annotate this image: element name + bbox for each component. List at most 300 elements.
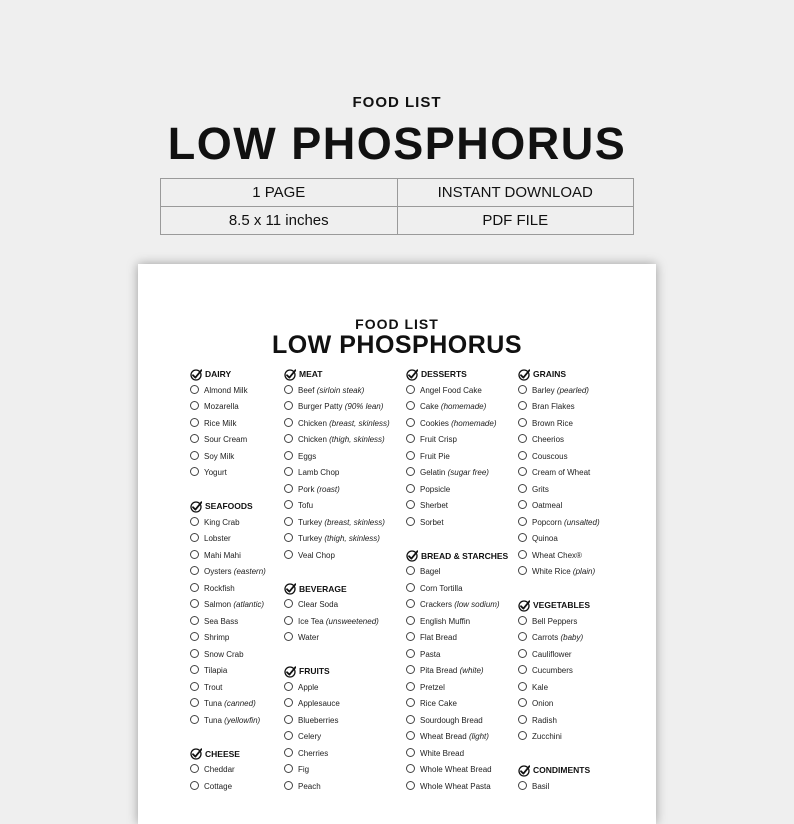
list-item[interactable] [406, 747, 464, 761]
item-name: Lobster [204, 534, 231, 543]
list-item[interactable] [284, 450, 316, 464]
checkbox-circle-icon[interactable] [518, 484, 527, 493]
list-item[interactable] [284, 631, 319, 645]
item-name: Mahi Mahi [204, 550, 241, 560]
category-label: DAIRY [205, 369, 232, 379]
spec-pages: 1 PAGE [161, 179, 398, 207]
checkbox-circle-icon[interactable] [518, 550, 527, 559]
checkbox-circle-icon[interactable] [406, 385, 415, 394]
item-name: Clear Soda [298, 600, 339, 609]
checkbox-circle-icon[interactable] [406, 500, 415, 509]
list-item[interactable] [190, 780, 232, 794]
checkbox-circle-icon[interactable] [406, 715, 415, 724]
checkbox-circle-icon[interactable] [518, 632, 527, 641]
list-item[interactable] [190, 549, 241, 563]
checkmark-icon [406, 369, 418, 381]
list-item[interactable] [518, 681, 548, 695]
item-name: Fruit Crisp [420, 435, 457, 444]
checkbox-circle-icon[interactable] [284, 385, 293, 394]
item-name: Applesauce [298, 699, 340, 708]
checkbox-circle-icon[interactable] [406, 484, 415, 493]
list-item[interactable] [406, 450, 450, 464]
checkbox-circle-icon[interactable] [406, 632, 415, 641]
item-name: Celery [298, 732, 322, 741]
list-item[interactable] [190, 763, 235, 777]
list-item[interactable] [406, 730, 489, 744]
list-item[interactable] [406, 516, 444, 530]
list-item[interactable] [406, 648, 440, 662]
item-name: Sorbet [420, 517, 444, 527]
checkbox-circle-icon[interactable] [406, 401, 415, 410]
list-item[interactable] [284, 483, 340, 497]
category-label: GRAINS [533, 369, 567, 379]
list-item[interactable] [406, 466, 489, 480]
list-item[interactable] [284, 714, 338, 728]
checkbox-circle-icon[interactable] [284, 434, 293, 443]
list-item[interactable] [190, 582, 235, 596]
item-note: (baby) [560, 633, 584, 642]
checkbox-circle-icon[interactable] [518, 500, 527, 509]
checkbox-circle-icon[interactable] [406, 781, 415, 790]
category-label: MEAT [299, 369, 323, 379]
list-item[interactable] [518, 466, 590, 480]
checkbox-circle-icon[interactable] [284, 682, 293, 691]
item-name: Rockfish [204, 583, 235, 593]
list-item[interactable] [190, 664, 227, 678]
item-note: (breast, skinless) [329, 418, 390, 428]
checkmark-icon [190, 369, 202, 381]
item-name: White Bread [420, 748, 465, 758]
list-item[interactable] [406, 615, 470, 629]
checkbox-circle-icon[interactable] [406, 467, 415, 476]
checkbox-circle-icon[interactable] [406, 748, 415, 757]
header-subtitle: FOOD LIST [352, 94, 442, 111]
list-item[interactable] [284, 400, 383, 414]
list-item[interactable] [284, 384, 364, 398]
list-item[interactable] [284, 615, 379, 629]
checkbox-circle-icon[interactable] [518, 418, 527, 427]
checkbox-circle-icon[interactable] [518, 566, 527, 575]
list-item[interactable] [518, 615, 577, 629]
checkbox-circle-icon[interactable] [190, 649, 199, 658]
list-item[interactable] [518, 730, 562, 744]
item-name: Yogurt [204, 468, 227, 477]
checkbox-circle-icon[interactable] [406, 649, 415, 658]
item-name: Sourdough Bread [420, 715, 483, 725]
item-note: (sirloin steak) [316, 385, 365, 395]
item-name: Cauliflower [532, 649, 572, 659]
item-note: (thigh, skinless) [324, 534, 380, 543]
item-name: Cucumbers [532, 666, 573, 675]
spec-table [160, 178, 634, 235]
checkbox-circle-icon[interactable] [190, 418, 199, 427]
list-item[interactable] [406, 664, 484, 678]
category-label: CONDIMENTS [533, 765, 591, 775]
list-item[interactable] [406, 582, 463, 596]
checkbox-circle-icon[interactable] [406, 682, 415, 691]
item-name: Beef [298, 385, 315, 395]
item-name: Blueberries [298, 715, 339, 725]
list-item[interactable] [284, 780, 321, 794]
category-label: CHEESE [205, 748, 240, 759]
checkbox-circle-icon[interactable] [190, 566, 199, 575]
item-note: (roast) [316, 484, 340, 494]
checkmark-icon [190, 748, 202, 760]
item-note: (sugar free) [447, 468, 489, 477]
list-item[interactable] [190, 532, 231, 546]
category-label: DESSERTS [421, 369, 467, 379]
checkbox-circle-icon[interactable] [190, 616, 199, 625]
checkbox-circle-icon[interactable] [406, 616, 415, 625]
list-item[interactable] [518, 714, 557, 728]
list-item[interactable] [406, 681, 445, 695]
item-name: Bagel [420, 567, 441, 576]
list-item[interactable] [190, 417, 236, 431]
checkbox-circle-icon[interactable] [518, 616, 527, 625]
checkbox-circle-icon[interactable] [406, 451, 415, 460]
category-label: BEVERAGE [299, 583, 347, 594]
item-note: (white) [459, 666, 484, 675]
checkbox-circle-icon[interactable] [518, 665, 527, 674]
checkbox-circle-icon[interactable] [406, 698, 415, 707]
item-note: (unsweetened) [325, 616, 379, 626]
item-name: Popcorn [532, 517, 562, 527]
list-item[interactable] [406, 433, 457, 447]
item-name: Tilapia [204, 666, 228, 675]
list-item[interactable] [518, 450, 568, 464]
item-name: Flat Bread [420, 633, 457, 642]
list-item[interactable] [190, 615, 238, 629]
spec-format: PDF FILE [397, 207, 634, 235]
item-note: (plain) [572, 567, 596, 576]
item-name: Cake [420, 402, 439, 411]
checkbox-circle-icon[interactable] [190, 533, 199, 542]
checkbox-circle-icon[interactable] [518, 385, 527, 394]
item-name: Wheat Chex® [532, 550, 582, 560]
checkbox-circle-icon[interactable] [284, 764, 293, 773]
checkbox-circle-icon[interactable] [284, 599, 293, 608]
list-item[interactable] [284, 466, 339, 480]
item-name: Ice Tea [298, 616, 324, 626]
item-name: Crackers [420, 600, 453, 609]
checkbox-circle-icon[interactable] [284, 781, 293, 790]
list-item[interactable] [284, 417, 390, 431]
item-note: (light) [468, 732, 489, 741]
spec-size: 8.5 x 11 inches [161, 207, 398, 235]
item-name: Mozarella [204, 402, 239, 411]
list-item[interactable] [284, 747, 328, 761]
item-name: Almond Milk [204, 385, 248, 395]
checkbox-circle-icon[interactable] [190, 632, 199, 641]
item-name: Bran Flakes [532, 402, 575, 411]
list-item[interactable] [284, 598, 338, 612]
list-item[interactable] [518, 417, 573, 431]
checkbox-circle-icon[interactable] [284, 451, 293, 460]
item-name: Basil [532, 781, 550, 791]
item-name: Popsicle [420, 484, 451, 494]
checkbox-circle-icon[interactable] [284, 616, 293, 625]
list-item[interactable] [190, 450, 234, 464]
item-name: Wheat Bread [420, 732, 467, 741]
item-name: Tofu [298, 501, 314, 510]
list-item[interactable] [518, 780, 549, 794]
checkbox-circle-icon[interactable] [406, 764, 415, 773]
spec-delivery: INSTANT DOWNLOAD [397, 179, 634, 207]
item-note: (90% lean) [344, 402, 384, 411]
checkbox-circle-icon[interactable] [190, 434, 199, 443]
checkbox-circle-icon[interactable] [518, 649, 527, 658]
list-item[interactable] [518, 433, 564, 447]
checkmark-icon [518, 600, 530, 612]
checkbox-circle-icon[interactable] [518, 533, 527, 542]
list-item[interactable] [518, 532, 558, 546]
list-item[interactable] [518, 631, 583, 645]
checkbox-circle-icon[interactable] [190, 599, 199, 608]
sheet-subtitle: FOOD LIST [355, 316, 439, 332]
checkbox-circle-icon[interactable] [190, 781, 199, 790]
list-item[interactable] [406, 417, 497, 431]
item-name: Oysters [204, 567, 232, 576]
checkmark-icon [284, 369, 296, 381]
list-item[interactable] [518, 549, 582, 563]
checkbox-circle-icon[interactable] [190, 698, 199, 707]
list-item[interactable] [190, 433, 247, 447]
checkbox-circle-icon[interactable] [518, 401, 527, 410]
list-item[interactable] [518, 483, 549, 497]
list-item[interactable] [518, 499, 562, 513]
checkbox-circle-icon[interactable] [284, 533, 293, 542]
item-name: Cheerios [532, 435, 565, 444]
checkbox-circle-icon[interactable] [284, 715, 293, 724]
item-name: Lamb Chop [298, 468, 340, 477]
category-heading [284, 367, 322, 381]
item-name: Turkey [298, 534, 323, 543]
list-item[interactable] [284, 730, 321, 744]
list-item[interactable] [406, 598, 500, 612]
list-item[interactable] [284, 763, 309, 777]
item-note: (atlantic) [233, 600, 265, 609]
checkbox-circle-icon[interactable] [190, 715, 199, 724]
list-item[interactable] [190, 466, 227, 480]
checkbox-circle-icon[interactable] [190, 550, 199, 559]
category-heading [406, 367, 467, 381]
checkbox-circle-icon[interactable] [284, 517, 293, 526]
checkbox-circle-icon[interactable] [406, 665, 415, 674]
item-name: Peach [298, 781, 321, 791]
list-item[interactable] [518, 648, 572, 662]
list-item[interactable] [190, 631, 229, 645]
list-item[interactable] [284, 549, 335, 563]
checkbox-circle-icon[interactable] [190, 583, 199, 592]
category-label: SEAFOODS [205, 501, 253, 511]
checkbox-circle-icon[interactable] [284, 484, 293, 493]
item-name: Brown Rice [532, 418, 573, 428]
checkbox-circle-icon[interactable] [190, 401, 199, 410]
item-name: Turkey [298, 517, 323, 527]
checkbox-circle-icon[interactable] [190, 517, 199, 526]
checkmark-icon [284, 666, 296, 678]
checkbox-circle-icon[interactable] [284, 401, 293, 410]
item-name: Radish [532, 715, 557, 725]
category-heading [518, 598, 590, 612]
spec-row [161, 207, 634, 235]
list-item[interactable] [406, 780, 491, 794]
item-note: (canned) [224, 699, 256, 708]
item-name: Chicken [298, 418, 327, 428]
item-note: (eastern) [233, 567, 266, 576]
item-name: Fruit Pie [420, 451, 450, 461]
checkbox-circle-icon[interactable] [518, 517, 527, 526]
checkbox-circle-icon[interactable] [406, 566, 415, 575]
item-name: Pasta [420, 649, 441, 659]
list-item[interactable] [284, 499, 313, 513]
list-item[interactable] [284, 681, 318, 695]
item-name: Tuna [204, 715, 222, 725]
item-name: Onion [532, 699, 554, 708]
food-list-sheet [138, 264, 656, 824]
checkmark-icon [518, 765, 530, 777]
checkbox-circle-icon[interactable] [518, 467, 527, 476]
item-name: Eggs [298, 451, 317, 461]
checkbox-circle-icon[interactable] [284, 500, 293, 509]
list-item[interactable] [190, 714, 260, 728]
item-name: Rice Cake [420, 699, 457, 708]
item-note: (pearled) [556, 385, 589, 395]
item-name: Pita Bread [420, 666, 458, 675]
item-name: Chicken [298, 435, 327, 444]
item-name: Burger Patty [298, 402, 343, 411]
list-item[interactable] [190, 648, 244, 662]
item-name: Gelatin [420, 468, 446, 477]
checkbox-circle-icon[interactable] [406, 517, 415, 526]
category-label: VEGETABLES [533, 600, 590, 610]
list-item[interactable] [406, 714, 483, 728]
item-name: Water [298, 633, 320, 642]
category-heading [518, 367, 566, 381]
category-heading [284, 582, 347, 596]
spec-row [161, 179, 634, 207]
list-item[interactable] [406, 697, 457, 711]
list-item[interactable] [406, 631, 457, 645]
item-name: Rice Milk [204, 418, 237, 428]
list-item[interactable] [284, 697, 340, 711]
item-name: Zucchini [532, 732, 562, 741]
item-name: Sour Cream [204, 435, 248, 444]
item-name: Whole Wheat Bread [420, 765, 492, 774]
checkbox-circle-icon[interactable] [518, 451, 527, 460]
item-name: Fig [298, 765, 310, 774]
item-name: Shrimp [204, 633, 230, 642]
list-item[interactable] [190, 516, 240, 530]
checkbox-circle-icon[interactable] [406, 418, 415, 427]
checkbox-circle-icon[interactable] [284, 467, 293, 476]
list-item[interactable] [190, 598, 264, 612]
item-name: Oatmeal [532, 501, 563, 510]
item-name: Cottage [204, 781, 233, 791]
checkbox-circle-icon[interactable] [284, 418, 293, 427]
item-name: Carrots [532, 633, 559, 642]
list-item[interactable] [518, 697, 553, 711]
checkbox-circle-icon[interactable] [406, 434, 415, 443]
item-name: Barley [532, 385, 555, 395]
list-item[interactable] [518, 664, 573, 678]
checkbox-circle-icon[interactable] [518, 731, 527, 740]
checkbox-circle-icon[interactable] [518, 715, 527, 724]
list-item[interactable] [190, 384, 248, 398]
checkbox-circle-icon[interactable] [190, 665, 199, 674]
checkmark-icon [518, 369, 530, 381]
item-name: Whole Wheat Pasta [420, 781, 491, 791]
category-heading [190, 747, 240, 761]
checkbox-circle-icon[interactable] [406, 731, 415, 740]
list-item[interactable] [406, 384, 482, 398]
item-name: King Crab [204, 517, 240, 527]
list-item[interactable] [406, 400, 486, 414]
list-item[interactable] [518, 400, 575, 414]
checkbox-circle-icon[interactable] [284, 550, 293, 559]
checkbox-circle-icon[interactable] [406, 583, 415, 592]
category-heading [518, 763, 590, 777]
item-name: Snow Crab [204, 649, 244, 659]
header-title: LOW PHOSPHORUS [167, 118, 627, 169]
list-item[interactable] [190, 681, 222, 695]
item-note: (homemade) [440, 402, 487, 411]
item-name: Cookies [420, 418, 449, 428]
checkbox-circle-icon[interactable] [284, 748, 293, 757]
list-item[interactable] [190, 400, 239, 414]
sheet-title: LOW PHOSPHORUS [271, 331, 523, 359]
list-item[interactable] [284, 516, 385, 530]
list-item[interactable] [518, 384, 589, 398]
list-item[interactable] [406, 483, 450, 497]
item-name: Cheddar [204, 765, 235, 774]
checkbox-circle-icon[interactable] [284, 632, 293, 641]
checkmark-icon [284, 583, 296, 595]
checkbox-circle-icon[interactable] [190, 385, 199, 394]
category-label: FRUITS [299, 666, 330, 676]
checkbox-circle-icon[interactable] [190, 682, 199, 691]
item-note: (breast, skinless) [324, 517, 385, 527]
list-item[interactable] [284, 433, 385, 447]
list-item[interactable] [190, 565, 266, 579]
item-name: Kale [532, 682, 549, 692]
category-heading [406, 549, 508, 563]
category-heading [284, 664, 330, 678]
item-name: Corn Tortilla [420, 583, 463, 593]
list-item[interactable] [284, 532, 380, 546]
checkbox-circle-icon[interactable] [518, 434, 527, 443]
item-name: Sea Bass [204, 616, 239, 626]
list-item[interactable] [406, 499, 448, 513]
list-item[interactable] [518, 565, 595, 579]
checkbox-circle-icon[interactable] [284, 698, 293, 707]
checkbox-circle-icon[interactable] [518, 698, 527, 707]
list-item[interactable] [406, 763, 492, 777]
checkbox-circle-icon[interactable] [518, 682, 527, 691]
checkbox-circle-icon[interactable] [284, 731, 293, 740]
item-note: (unsalted) [564, 517, 600, 527]
list-item[interactable] [406, 565, 440, 579]
checkbox-circle-icon[interactable] [190, 451, 199, 460]
list-item[interactable] [518, 516, 600, 530]
list-item[interactable] [190, 697, 256, 711]
checkbox-circle-icon[interactable] [406, 599, 415, 608]
checkbox-circle-icon[interactable] [190, 467, 199, 476]
checkbox-circle-icon[interactable] [518, 781, 527, 790]
item-name: Veal Chop [298, 550, 335, 560]
checkbox-circle-icon[interactable] [190, 764, 199, 773]
item-name: Sherbet [420, 501, 449, 510]
